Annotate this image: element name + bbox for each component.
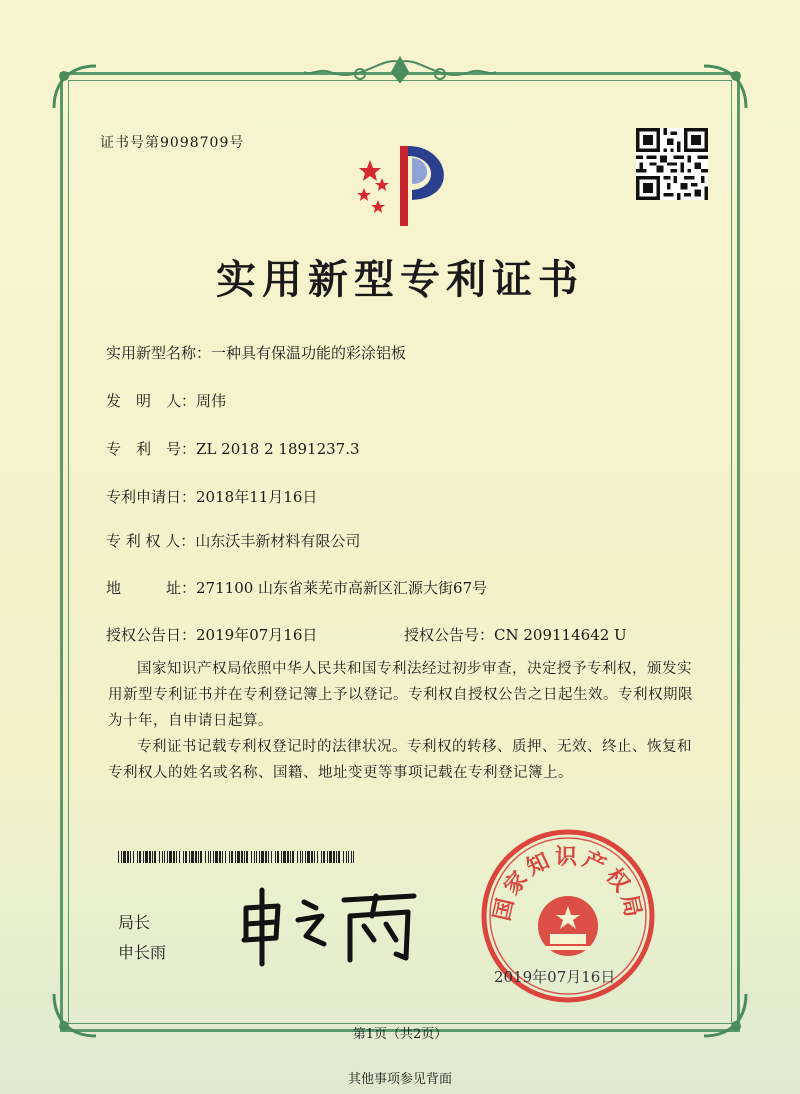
inventor-row <box>106 390 226 411</box>
field-label: 授权公告日： <box>106 626 197 644</box>
page-number: 第1页（共2页） <box>352 1027 448 1042</box>
barcode-bar <box>185 851 187 863</box>
field-value: CN 209114642 U <box>494 626 627 644</box>
field-value: 2018年11月16日 <box>196 488 318 506</box>
barcode-bar <box>246 851 248 863</box>
barcode-bar <box>305 851 306 863</box>
certificate-number: 证书号第9098709号 <box>100 135 245 151</box>
barcode-bar <box>198 851 199 863</box>
patent-office-logo-icon <box>350 138 470 230</box>
barcode-bar <box>139 851 141 863</box>
barcode-bar <box>219 851 221 863</box>
barcode-bar <box>118 851 119 863</box>
barcode-bar <box>169 851 172 863</box>
field-value: ZL 2018 2 1891237.3 <box>196 440 360 458</box>
barcode-bar <box>179 851 180 863</box>
barcode-bar <box>317 851 318 863</box>
announce-number-row <box>404 624 627 645</box>
field-label: 专 利 号： <box>106 440 197 458</box>
barcode-bar <box>149 851 151 863</box>
barcode-bar <box>133 851 134 863</box>
barcode-bar <box>265 851 267 863</box>
svg-text:国家知识产权局: 国家知识产权局 <box>490 845 646 924</box>
barcode-bar <box>231 851 233 863</box>
patent-number-row <box>106 438 360 459</box>
qr-code-icon <box>636 128 708 200</box>
field-label: 发 明 人： <box>106 392 197 410</box>
field-label: 实用新型名称： <box>106 344 212 362</box>
barcode-bar <box>195 851 197 863</box>
barcode-bar <box>159 851 160 863</box>
barcode-bar <box>311 851 313 863</box>
barcode-bar <box>338 851 340 863</box>
barcode-icon <box>118 851 354 863</box>
barcode-bar <box>229 851 230 863</box>
top-ornament <box>300 54 500 90</box>
field-value: 一种具有保温功能的彩涂铝板 <box>211 344 407 362</box>
barcode-bar <box>183 851 184 863</box>
barcode-bar <box>287 851 289 863</box>
barcode-bar <box>275 851 276 863</box>
field-label: 授权公告号： <box>404 626 495 644</box>
barcode-bar <box>271 851 272 863</box>
footer-note: 其他事项参见背面 <box>347 1072 452 1087</box>
barcode-bar <box>162 851 163 863</box>
barcode-bar <box>327 851 328 863</box>
handwritten-signature-icon <box>226 880 426 970</box>
field-value: 山东沃丰新材料有限公司 <box>195 532 361 550</box>
barcode-bar <box>176 851 177 863</box>
barcode-bar <box>333 851 335 863</box>
barcode-bar <box>154 851 156 863</box>
barcode-bar <box>137 851 138 863</box>
corner-ornament-top-left <box>50 62 100 112</box>
barcode-bar <box>348 851 349 863</box>
barcode-bar <box>323 851 325 863</box>
legal-status-paragraph: 专利证书记载专利权登记时的法律状况。专利权的转移、质押、无效、终止、恢复和专利权人的姓名或名称、国籍、地址变更等事项记载在专利登记簿上。 <box>108 739 692 781</box>
barcode-bar <box>241 851 243 863</box>
barcode-bar <box>300 851 301 863</box>
barcode-bar <box>173 851 175 863</box>
barcode-bar <box>353 851 354 863</box>
chief-name: 申长雨 <box>118 943 167 962</box>
field-label: 专利申请日： <box>106 488 197 506</box>
grant-paragraph: 国家知识产权局依照中华人民共和国专利法经过初步审查，决定授予专利权，颁发实用新型专利证书并在专利登记簿上予以登记。专利权自授权公告之日起生效。专利权期限为十年，自申请日起算。 <box>108 661 693 729</box>
barcode-bar <box>268 851 269 863</box>
field-value: 271100 山东省莱芜市高新区汇源大街67号 <box>196 579 488 597</box>
barcode-bar <box>277 851 279 863</box>
barcode-bar <box>164 851 165 863</box>
barcode-bar <box>215 851 218 863</box>
barcode-bar <box>351 851 352 863</box>
barcode-bar <box>244 851 245 863</box>
utility-model-name-row <box>106 342 406 363</box>
address-row <box>106 577 487 598</box>
patentee-row <box>106 530 360 551</box>
barcode-bar <box>205 851 206 863</box>
barcode-bar <box>145 851 148 863</box>
barcode-bar <box>235 851 236 863</box>
certificate-title: 实用新型专利证书 <box>216 257 584 303</box>
barcode-bar <box>191 851 194 863</box>
barcode-bar <box>343 851 344 863</box>
corner-ornament-top-right <box>700 62 750 112</box>
barcode-bar <box>210 851 211 863</box>
barcode-bar <box>225 851 226 863</box>
barcode-bar <box>256 851 257 863</box>
barcode-bar <box>254 851 255 863</box>
barcode-bar <box>130 851 131 863</box>
chief-title: 局长 <box>118 913 151 932</box>
barcode-bar <box>222 851 223 863</box>
barcode-bar <box>213 851 214 863</box>
barcode-bar <box>302 851 303 863</box>
barcode-bar <box>200 851 202 863</box>
barcode-bar <box>329 851 332 863</box>
barcode-bar <box>336 851 337 863</box>
barcode-bar <box>237 851 240 863</box>
barcode-bar <box>259 851 260 863</box>
field-label: 地 址： <box>106 579 197 597</box>
barcode-bar <box>314 851 315 863</box>
barcode-bar <box>127 851 129 863</box>
barcode-bar <box>307 851 310 863</box>
barcode-bar <box>167 851 168 863</box>
barcode-bar <box>121 851 122 863</box>
barcode-bar <box>283 851 286 863</box>
field-label: 专 利 权 人： <box>106 532 196 550</box>
barcode-bar <box>143 851 144 863</box>
barcode-bar <box>189 851 190 863</box>
barcode-bar <box>290 851 291 863</box>
announce-date-row <box>106 624 317 645</box>
barcode-bar <box>152 851 153 863</box>
barcode-bar <box>123 851 126 863</box>
filing-date-row <box>106 486 317 507</box>
field-value: 周伟 <box>196 392 227 410</box>
barcode-bar <box>321 851 322 863</box>
barcode-bar <box>251 851 252 863</box>
field-value: 2019年07月16日 <box>196 626 318 644</box>
barcode-bar <box>346 851 347 863</box>
barcode-bar <box>261 851 264 863</box>
barcode-bar <box>208 851 209 863</box>
barcode-bar <box>297 851 298 863</box>
barcode-bar <box>281 851 282 863</box>
seal-date: 2019年07月16日 <box>494 968 616 986</box>
barcode-bar <box>292 851 294 863</box>
